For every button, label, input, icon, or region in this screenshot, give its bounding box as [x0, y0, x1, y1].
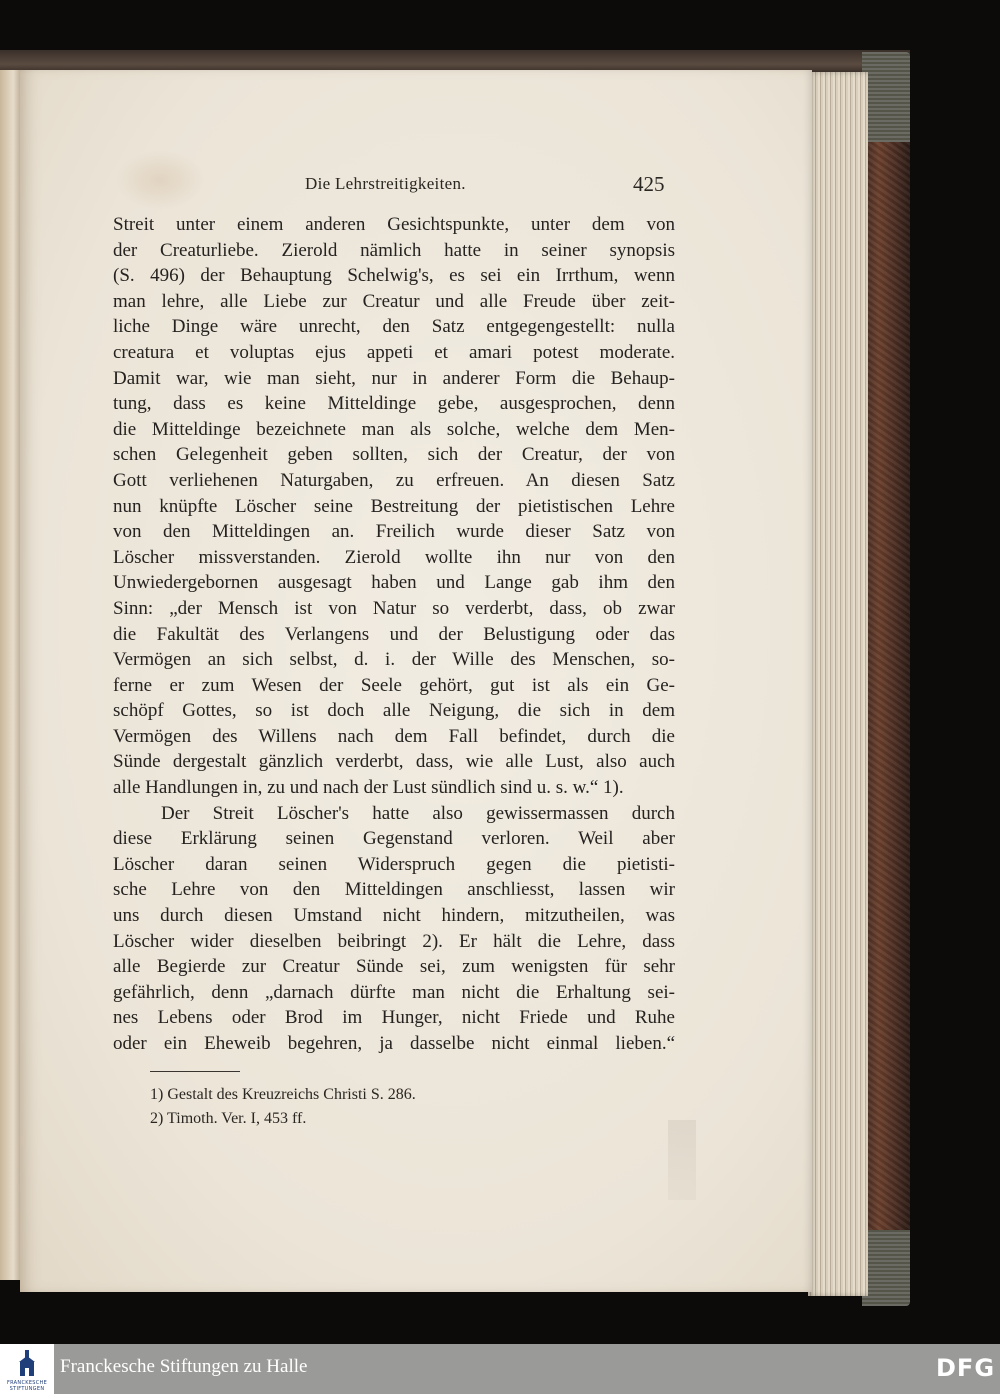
text-line: nun knüpfte Löscher seine Bestreitung der pietistischen Lehre	[113, 495, 675, 517]
text-line: Löscher daran seinen Widerspruch gegen die pietisti-	[113, 853, 675, 875]
text-line: Vermögen an sich selbst, d. i. der Wille des Menschen, so-	[113, 649, 675, 671]
text-line: alle Handlungen in, zu und nach der Lust sündlich sind u. s. w.“ 1).	[113, 777, 624, 799]
logo-caption: FRANCKESCHE STIFTUNGEN	[6, 1380, 48, 1392]
text-line: schöpf Gottes, so ist doch alle Neigung, die sich in dem	[113, 700, 675, 722]
text-line: Der Streit Löscher's hatte also gewissermassen durch	[161, 802, 675, 824]
book-cover-edge	[862, 52, 910, 1306]
text-line: der Creaturliebe. Zierold nämlich hatte in seiner synopsis	[113, 239, 675, 261]
text-line: creatura et voluptas ejus appeti et amari potest moderate.	[113, 341, 675, 363]
page-number: 425	[633, 172, 665, 196]
text-line: ferne er zum Wesen der Seele gehört, gut ist als ein Ge-	[113, 674, 675, 696]
footnote: 1) Gestalt des Kreuzreichs Christi S. 286.	[150, 1086, 416, 1103]
footnote-rule	[150, 1071, 240, 1072]
cover-cloth-top	[862, 52, 910, 142]
text-line: alle Begierde zur Creatur Sünde sei, zum wenigsten für sehr	[113, 956, 675, 978]
footnote: 2) Timoth. Ver. I, 453 ff.	[150, 1110, 307, 1127]
text-line: schen Gelegenheit geben sollten, sich der Creatur, der von	[113, 444, 675, 466]
text-line: uns durch diesen Umstand nicht hindern, mitzutheilen, was	[113, 905, 675, 927]
text-line: Sinn: „der Mensch ist von Natur so verderbt, dass, ob zwar	[113, 597, 675, 619]
text-line: liche Dinge wäre unrecht, den Satz entgegengestellt: nulla	[113, 316, 675, 338]
show-through-text	[668, 1120, 696, 1200]
cover-cloth-bottom	[862, 1230, 910, 1306]
footer-title: Franckesche Stiftungen zu Halle	[60, 1356, 308, 1377]
text-line: Löscher missverstanden. Zierold wollte ihn nur von den	[113, 546, 675, 568]
text-line: oder ein Eheweib begehren, ja dasselbe nicht einmal lieben.“	[113, 1033, 675, 1054]
text-line: sche Lehre von den Mitteldingen anschliesst, lassen wir	[113, 879, 675, 901]
building-icon	[17, 1350, 37, 1378]
text-line: Unwiedergebornen ausgesagt haben und Lange gab ihm den	[113, 572, 675, 594]
text-line: gefährlich, denn „darnach dürfte man nicht die Erhaltung sei-	[113, 981, 675, 1003]
text-line: die Mitteldinge bezeichnete man als solche, welche dem Men-	[113, 418, 675, 440]
text-line: (S. 496) der Behauptung Schelwig's, es sei ein Irrthum, wenn	[113, 265, 675, 287]
text-line: Damit war, wie man sieht, nur in anderer Form die Behaup-	[113, 367, 675, 389]
text-line: tung, dass es keine Mitteldinge gebe, ausgesprochen, denn	[113, 393, 675, 415]
text-line: nes Lebens oder Brod im Hunger, nicht Friede und Ruhe	[113, 1007, 675, 1029]
body-text	[113, 212, 675, 1057]
footer-bar	[0, 1344, 1000, 1394]
text-line: Streit unter einem anderen Gesichtspunkte, unter dem von	[113, 214, 675, 235]
running-head: Die Lehrstreitigkeiten.	[305, 174, 466, 193]
text-line: von den Mitteldingen an. Freilich wurde dieser Satz von	[113, 521, 675, 543]
footnotes	[150, 1083, 570, 1131]
text-line: Vermögen des Willens nach dem Fall befindet, durch die	[113, 725, 675, 747]
text-line: Sünde dergestalt gänzlich verderbt, dass, wie alle Lust, also auch	[113, 751, 675, 773]
paper-stain	[115, 150, 205, 210]
text-line: Löscher wider dieselben beibringt 2). Er hält die Lehre, dass	[113, 930, 675, 952]
text-line: man lehre, alle Liebe zur Creatur und alle Freude über zeit-	[113, 290, 675, 312]
left-page-edge	[0, 70, 22, 1280]
franckesche-logo[interactable]	[0, 1344, 54, 1394]
text-line: die Fakultät des Verlangens und der Belustigung oder das	[113, 623, 675, 645]
page-edges	[808, 72, 868, 1296]
text-line: Gott verliehenen Naturgaben, zu erfreuen. An diesen Satz	[113, 469, 675, 491]
text-line: diese Erklärung seinen Gegenstand verloren. Weil aber	[113, 828, 675, 850]
dfg-logo[interactable]: DFG	[936, 1354, 996, 1382]
